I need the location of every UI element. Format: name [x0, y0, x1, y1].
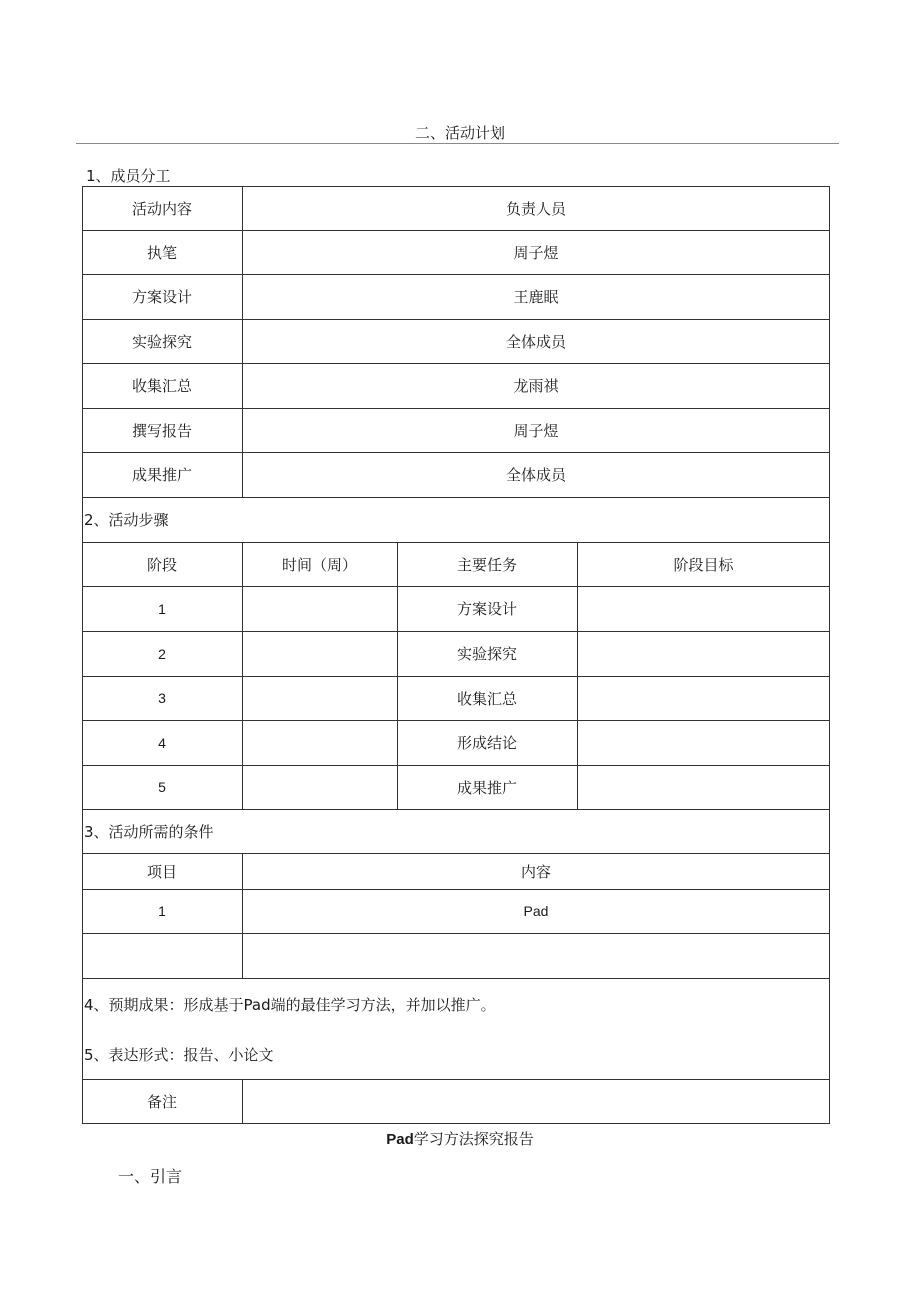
member-person: 王鹿眠 — [513, 288, 559, 306]
step-stage: 1 — [158, 600, 166, 617]
conditions-label: 3、活动所需的条件 — [84, 822, 214, 841]
condition-item — [82, 933, 242, 978]
condition-content: Pad — [523, 903, 549, 919]
intro-heading: 一、引言 — [118, 1167, 183, 1186]
member-person: 周子煜 — [513, 421, 559, 440]
member-person: 龙雨祺 — [513, 377, 559, 395]
remarks-value — [242, 1079, 830, 1124]
step-goal — [577, 586, 830, 631]
step-task: 形成结论 — [456, 734, 517, 752]
step-stage: 4 — [158, 734, 166, 751]
member-task: 方案设计 — [131, 288, 192, 306]
steps-label: 2、活动步骤 — [84, 511, 169, 529]
table-rule — [82, 497, 830, 498]
step-goal — [577, 765, 830, 809]
members-header-person: 负责人员 — [505, 199, 566, 218]
condition-content — [242, 933, 830, 978]
step-goal — [577, 720, 830, 765]
expected-results: 4、预期成果：形成基于Pad端的最佳学习方法，并加以推广。 — [84, 995, 496, 1014]
expression-form: 5、表达形式：报告、小论文 — [84, 1045, 274, 1064]
steps-header-time: 时间（周） — [281, 555, 357, 574]
members-header-task: 活动内容 — [131, 199, 192, 218]
member-person: 全体成员 — [505, 466, 566, 484]
members-label: 1、成员分工 — [86, 167, 171, 185]
member-person: 全体成员 — [505, 332, 566, 351]
member-person: 周子煜 — [513, 243, 559, 262]
remarks-label: 备注 — [146, 1093, 177, 1111]
step-task: 成果推广 — [456, 778, 517, 797]
step-time — [242, 765, 397, 809]
report-title — [0, 1128, 920, 1149]
condition-item: 1 — [158, 903, 166, 919]
report-title-rest: 学习方法探究报告 — [413, 1130, 534, 1148]
step-stage: 3 — [158, 690, 166, 706]
step-time — [242, 676, 397, 720]
member-task: 成果推广 — [131, 466, 192, 484]
step-time — [242, 720, 397, 765]
report-title-prefix: Pad — [386, 1131, 414, 1148]
steps-header-goal: 阶段目标 — [673, 555, 734, 574]
title-divider — [76, 143, 839, 144]
step-time — [242, 631, 397, 676]
step-task: 方案设计 — [456, 600, 517, 618]
step-stage: 2 — [158, 645, 166, 662]
step-goal — [577, 631, 830, 676]
member-task: 收集汇总 — [131, 377, 192, 395]
step-time — [242, 586, 397, 631]
section-title: 二、活动计划 — [414, 124, 505, 142]
step-task: 实验探究 — [456, 645, 517, 663]
step-stage: 5 — [158, 779, 166, 795]
step-goal — [577, 676, 830, 720]
table-rule — [82, 978, 830, 979]
member-task: 撰写报告 — [131, 421, 192, 440]
member-task: 执笔 — [146, 243, 177, 262]
member-task: 实验探究 — [131, 332, 192, 351]
conditions-header-item: 项目 — [146, 862, 177, 881]
steps-header-stage: 阶段 — [146, 555, 177, 574]
conditions-header-content: 内容 — [520, 862, 551, 881]
step-task: 收集汇总 — [456, 689, 517, 708]
steps-header-task: 主要任务 — [456, 555, 517, 574]
